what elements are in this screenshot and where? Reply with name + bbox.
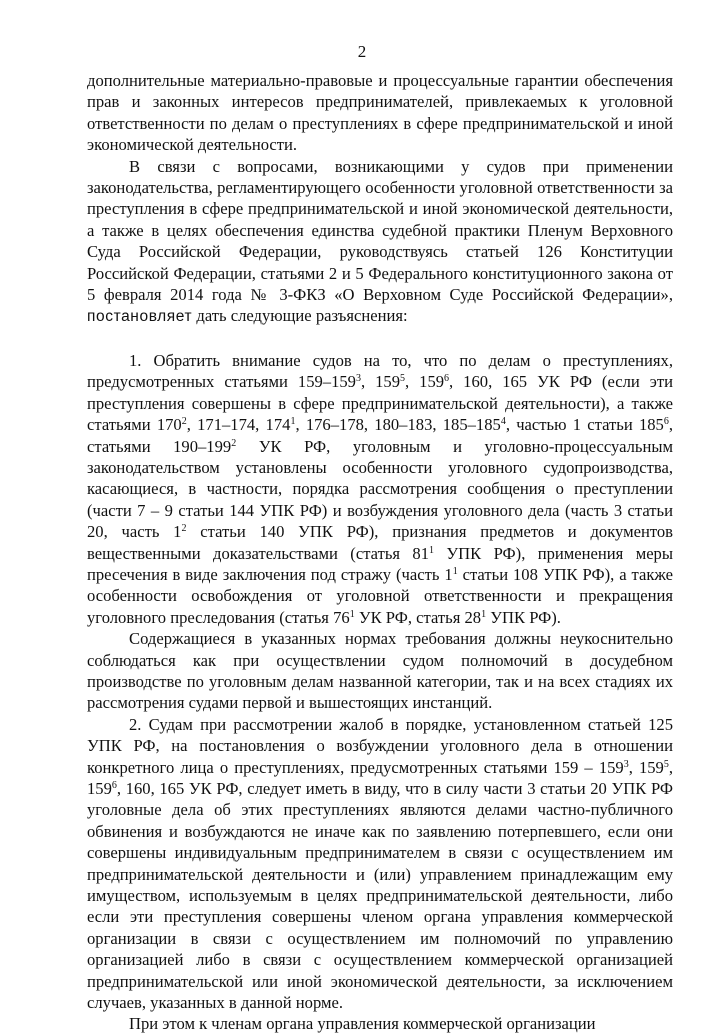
paragraph-section-1: 1. Обратить внимание судов на то, что по делам о преступлениях, предусмотренных статьями $159-159^3$, $159^5$, $159^6$, 160, 165 УК РФ (если эти преступления совершены в сфере предпринимательской деятельности), а также статьями $170^2$, 171–174, $174^1$, 176–178, 180–183, $185-185^4$, частью 1 статьи $185^6$, статьями $190-199^2$ УК РФ, уголовным и уголовно-процессуальным законодательством установлены особенности уголовного судопроизводства, касающиеся, в частности, порядка рассмотрения сообщения о преступлении (части 7 – 9 статьи 144 УПК РФ) и возбуждения уголовного дела (часть 3 статьи 20, часть $1^2$ статьи 140 УПК РФ), признания предметов и документов вещественными доказательствами (статья $81^1$ УПК РФ), применения меры пресечения в виде заключения под стражу (часть $1^1$ статьи 108 УПК РФ), а также особенности освобождения от уголовной ответственности и прекращения уголовного преследования (статья $76^1$ УК РФ, статья $28^1$ УПК РФ). (87, 350, 674, 627)
paragraph-continuation: дополнительные материально-правовые и процессуальные гарантии обеспечения прав и законных интересов предпринимателей, привлекаемых к уголовной ответственности по делам о преступлениях в сфере предпринимательской и иной экономической деятельности. (87, 71, 673, 155)
resolution-keyword: постановляет (87, 308, 193, 326)
preamble-text: В связи с вопросами, возникающими у судов при применении законодательства, регламентирующего особенности уголовной ответственности за преступления в сфере предпринимательской и иной экономической деятельности, а также в целях обеспечения единства судебной практики Пленум Верховного Суда Российской Федерации, руководствуясь статьей 126 Конституции Российской Федерации, статьями 2 и 5 Федерального конституционного закона от 5 февраля 2014 года № 3-ФКЗ «О Верховном Суде Российской Федерации», (87, 156, 673, 305)
preamble-ending: дать следующие разъяснения: (196, 306, 408, 326)
page-number: 2 (357, 42, 367, 61)
paragraph-spacer (87, 328, 673, 350)
paragraph-requirements: Содержащиеся в указанных нормах требования должны неукоснительно соблюдаться как при осуществлении судом полномочий в досудебном производстве по уголовным делам названной категории, так и на всех стадиях их рассмотрения судами первой и вышестоящих инстанций. (87, 629, 673, 713)
paragraph-section-2: 2. Судам при рассмотрении жалоб в порядке, установленном статьей 125 УПК РФ, на постановления о возбуждении уголовного дела в отношении конкретного лица о преступлениях, предусмотренных статьями $159 - 159^3$, $159^5$, $159^6$, 160, 165 УК РФ, следует иметь в виду, что в силу части 3 статьи 20 УПК РФ уголовные дела об этих преступлениях являются делами частно-публичного обвинения и возбуждаются не иначе как по заявлению потерпевшего, если они совершены индивидуальным предпринимателем в связи с осуществлением им предпринимательской деятельности и (или) управлением принадлежащим ему имуществом, используемым в целях предпринимательской деятельности, либо если эти преступления совершены членом органа управления коммерческой организации в связи с осуществлением им полномочий по управлению организацией либо в связи с осуществлением коммерческой организацией предпринимательской или иной экономической деятельности, за исключением случаев, указанных в данной норме. (87, 714, 674, 1013)
paragraph-continued: При этом к членам органа управления коммерческой организации (129, 1014, 596, 1034)
paragraph-preamble (87, 156, 673, 328)
document-body (87, 70, 673, 1035)
